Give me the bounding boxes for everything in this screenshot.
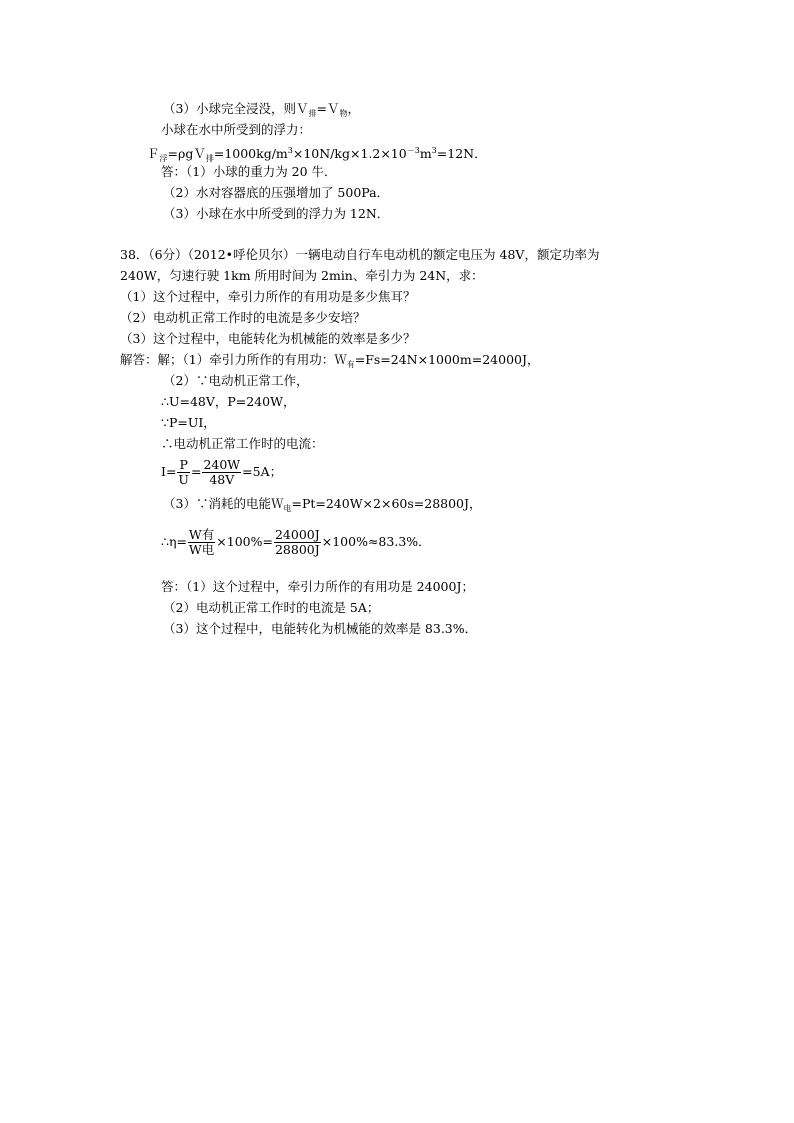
question-header-1: 38．（6分）（2012•呼伦贝尔）一辆电动自行车电动机的额定电压为 48V，额定功率为 xyxy=(120,247,600,262)
solution-line-7 xyxy=(163,496,482,517)
denominator: U xyxy=(178,472,189,487)
question-header-2: 240W，匀速行驶 1km 所用时间为 2min、牵引力为 24N，求： xyxy=(120,268,484,283)
numerator: 240W xyxy=(203,457,241,472)
prev-answer-1: 答：（1）小球的重力为 20 牛． xyxy=(161,164,337,179)
sub-question-3: （3）这个过程中，电能转化为机械能的效率是多少？ xyxy=(120,331,416,346)
text: I= xyxy=(161,464,177,479)
text: ×100%= xyxy=(216,534,273,549)
solution-line-3: ∴U=48V，P=240W， xyxy=(161,394,296,409)
text: ， xyxy=(347,101,360,116)
subscript: 有 xyxy=(346,360,355,369)
text: ×10N/kg×1.2×10 xyxy=(292,146,407,161)
efficiency-formula xyxy=(161,525,431,559)
text: ∴η= xyxy=(161,534,187,549)
superscript: 3 xyxy=(431,146,437,155)
denominator: 48V xyxy=(209,472,235,487)
text: Ｆ xyxy=(147,146,160,161)
text: （3）小球完全浸没，则Ｖ xyxy=(163,101,309,116)
superscript: －3 xyxy=(406,146,420,155)
text: m xyxy=(419,146,432,161)
subscript: 排 xyxy=(308,109,317,118)
sub-question-1: （1）这个过程中，牵引力所作的有用功是多少焦耳？ xyxy=(120,289,416,304)
answer-3: （3）这个过程中，电能转化为机械能的效率是 83.3%． xyxy=(163,621,478,636)
text: =Ｖ xyxy=(316,101,340,116)
subscript: 排 xyxy=(205,154,214,163)
fraction-work xyxy=(188,528,215,557)
text: =ρgＶ xyxy=(167,146,206,161)
fraction-values xyxy=(202,458,241,487)
fraction-energy xyxy=(274,528,321,557)
solution-line-5: ∴电动机正常工作时的电流： xyxy=(161,436,324,451)
answer-2: （2）电动机正常工作时的电流是 5A； xyxy=(163,600,380,615)
superscript: 3 xyxy=(287,146,293,155)
prev-answer-2: （2）水对容器底的压强增加了 500Pa． xyxy=(163,185,390,200)
prev-answer-3: （3）小球在水中所受到的浮力为 12N． xyxy=(163,206,390,221)
text: =Fs=24N×1000m=24000J， xyxy=(354,352,540,367)
solution-line-4: ∵P=UI， xyxy=(161,415,216,430)
text: =Pt=240W×2×60s=28800J， xyxy=(291,496,482,511)
answer-1: 答：（1）这个过程中，牵引力所作的有用功是 24000J； xyxy=(161,579,474,594)
text: 解答：解；（1）牵引力所作的有用功：Ｗ xyxy=(120,352,347,367)
text: = xyxy=(190,464,202,479)
fraction-p-over-u xyxy=(177,458,190,487)
denominator: 28800J xyxy=(274,542,320,557)
numerator: 24000J xyxy=(274,527,320,542)
subscript: 浮 xyxy=(159,154,168,163)
subscript: 电 xyxy=(283,504,292,513)
text: =1000kg/m xyxy=(213,146,288,161)
text: （3）∵消耗的电能Ｗ xyxy=(163,496,284,511)
subscript: 物 xyxy=(339,109,348,118)
text: =12N． xyxy=(436,146,487,161)
solution-line-1 xyxy=(120,352,540,373)
solution-line-2: （2）∵电动机正常工作， xyxy=(163,373,309,388)
prev-line-1 xyxy=(163,101,360,122)
numerator: P xyxy=(177,458,190,473)
text: ×100%≈83.3%． xyxy=(321,534,431,549)
numerator: W有 xyxy=(188,527,215,542)
prev-line-2: 小球在水中所受到的浮力： xyxy=(161,122,312,137)
denominator: W电 xyxy=(188,542,215,557)
text: =5A； xyxy=(242,464,283,479)
current-formula xyxy=(161,455,282,489)
sub-question-2: （2）电动机正常工作时的电流是多少安培？ xyxy=(120,310,366,325)
